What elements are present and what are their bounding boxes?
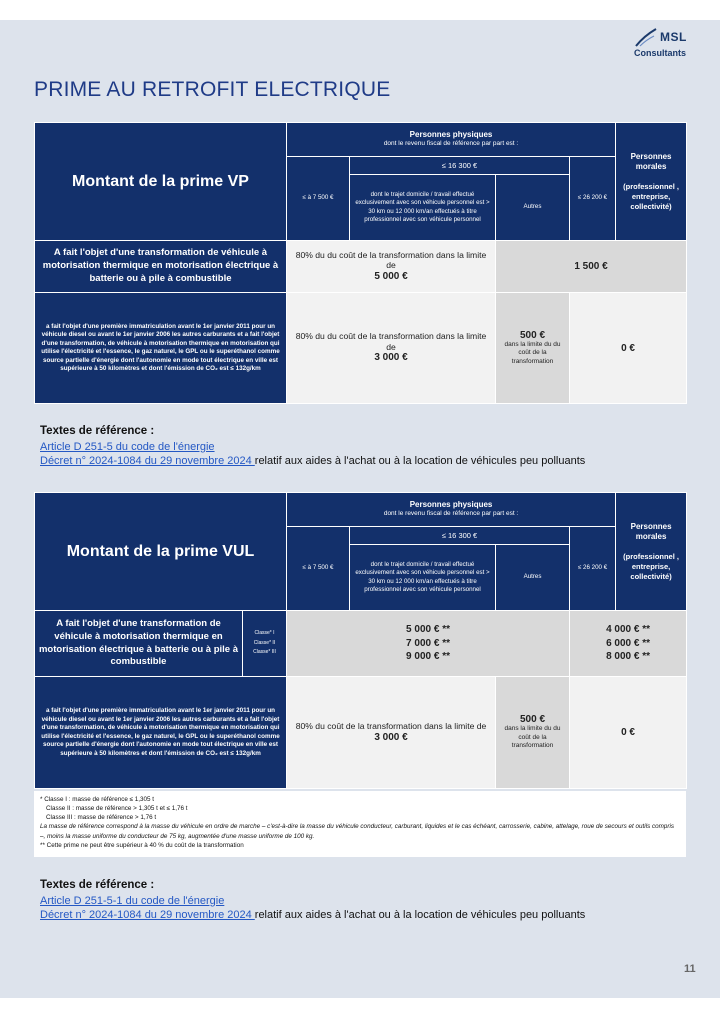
vul-row1-pm — [570, 611, 687, 677]
vp-row2-500 — [496, 293, 570, 404]
page-number: 11 — [684, 963, 696, 975]
refs-vul-link-article[interactable]: Article D 251-5-1 du code de l'énergie — [40, 894, 225, 907]
vul-row2-pct-val: 3 000 € — [374, 731, 408, 743]
vul-row2-pm: 0 € — [570, 677, 687, 789]
vp-trajet: dont le trajet domicile / travail effectué exclusivement avec son véhicule personnel est > 30 km ou 12 000 km/an effectués à titre professionnel avec son véhicule personnel — [350, 175, 496, 241]
refs-vul-link-decret[interactable]: Décret n° 2024-1084 du 29 novembre 2024 — [40, 909, 255, 922]
vul-row1-label: A fait l'objet d'une transformation de véhicule à motorisation thermique en motorisation électrique à batterie ou à pile à combustible — [35, 611, 243, 677]
vul-row1-pp-2: 7 000 € ** — [406, 637, 450, 649]
vul-row2-500-sub: dans la limite du du coût de la transformation — [504, 725, 561, 750]
msl-logo — [634, 26, 698, 62]
vul-pm-title: Personnes morales — [630, 521, 672, 541]
note-masse: La masse de référence correspond à la masse du véhicule en ordre de marche – c'est-à-dire la masse du véhicule conducteur, carburant, liquides et le cas échéant, carrosserie, cabine, attelage, roue de secours et outils compris –, moins la masse uniforme du conducteur de 75 kg, augmentée d'une masse uniforme de 100 kg. — [40, 823, 675, 840]
refs-vp-title: Textes de référence : — [40, 425, 155, 437]
vp-pp-header — [287, 123, 616, 157]
vul-row1-pp-3: 9 000 € ** — [406, 651, 450, 663]
vul-pm-header — [616, 493, 687, 611]
vul-row2-pct-text: 80% du coût de la transformation dans la limite de — [295, 720, 487, 731]
note-class-3: Classe III : masse de référence > 1,76 t — [46, 814, 157, 822]
logo-subtext: Consultants — [634, 48, 687, 58]
vul-pm-sub: (professionnel , entreprise, collectivité) — [623, 551, 679, 581]
table-prime-vp — [34, 122, 687, 404]
vp-le-16300: ≤ 16 300 € — [350, 157, 570, 175]
vul-classes — [243, 611, 287, 677]
vul-row1-pm-1: 4 000 € ** — [606, 624, 650, 636]
vul-le-26200: ≤ 26 200 € — [570, 527, 616, 611]
note-limit: ** Cette prime ne peut être supérieur à 40 % du coût de la transformation — [40, 841, 244, 849]
vp-row1-pct — [287, 241, 496, 293]
note-class-2: Classe II : masse de référence > 1,305 t et ≤ 1,76 t — [46, 805, 188, 813]
vul-pp-header — [287, 493, 616, 527]
refs-vp — [40, 424, 585, 469]
vp-row1-label: A fait l'objet d'une transformation de véhicule à motorisation thermique en motorisation électrique à batterie ou à pile à combustible — [35, 241, 287, 293]
vul-class-3: Classe* III — [253, 649, 276, 656]
vp-pm-title: Personnes morales — [630, 151, 672, 171]
vul-row1-pm-3: 8 000 € ** — [606, 651, 650, 663]
vp-row2-label: a fait l'objet d'une première immatriculation avant le 1er janvier 2011 pour un véhicule diesel ou avant le 1er janvier 2006 les autres carburants et a fait l'objet d'une transformation, de véhicule à motorisation thermique en motorisation qui utilise l'électricité et l'essence, le gaz naturel, le GPL ou le superéthanol comme source partielle d'énergie dont l'autonomie en mode tout électrique en ville est supérieure à 50 kilomètres et dont l'émission de CO₂ est ≤ 132g/km — [35, 293, 287, 404]
vul-pp-title: Personnes physiques — [409, 500, 493, 510]
vp-row2-pct — [287, 293, 496, 404]
refs-vp-link-decret[interactable]: Décret n° 2024-1084 du 29 novembre 2024 — [40, 455, 255, 468]
vul-row1-pp — [287, 611, 570, 677]
vp-autres: Autres — [496, 175, 570, 241]
vp-pp-title: Personnes physiques — [409, 130, 493, 140]
vul-row2-500-val: 500 € — [520, 714, 546, 726]
vp-le-26200: ≤ 26 200 € — [570, 157, 616, 241]
vp-row2-pct-text: 80% du du coût de la transformation dans la limite de — [295, 331, 487, 352]
vp-le-7500: ≤ à 7 500 € — [287, 157, 350, 241]
vp-row1-pct-text: 80% du du coût de la transformation dans la limite de — [295, 249, 487, 271]
logo-swoosh-icon — [634, 26, 658, 50]
vp-table-title: Montant de la prime VP — [35, 123, 287, 241]
vp-row2-500-val: 500 € — [519, 329, 546, 341]
footnotes — [34, 791, 686, 857]
vp-pp-sub: dont le revenu fiscal de référence par part est : — [383, 140, 519, 148]
vul-row2-pct — [287, 677, 496, 789]
refs-vp-link-article[interactable]: Article D 251-5 du code de l'énergie — [40, 440, 215, 453]
vp-row2-pct-val: 3 000 € — [374, 352, 408, 364]
vul-pp-sub: dont le revenu fiscal de référence par part est : — [383, 510, 519, 518]
refs-vul-suffix: relatif aux aides à l'achat ou à la location de véhicules peu polluants — [254, 909, 586, 922]
refs-vul-title: Textes de référence : — [40, 879, 155, 891]
vul-row2-500 — [496, 677, 570, 789]
refs-vp-suffix: relatif aux aides à l'achat ou à la location de véhicules peu polluants — [254, 455, 586, 468]
vul-trajet: dont le trajet domicile / travail effectué exclusivement avec son véhicule personnel est > 30 km ou 12 000 km/an effectués à titre professionnel avec son véhicule personnel — [350, 545, 496, 611]
vul-class-1: Classe* I — [254, 630, 275, 637]
vp-row2-pm: 0 € — [570, 293, 687, 404]
table-prime-vul — [34, 492, 687, 789]
vp-row2-500-sub: dans la limite du du coût de la transformation — [504, 340, 561, 365]
refs-vul — [40, 878, 585, 923]
vul-autres: Autres — [496, 545, 570, 611]
note-class-1: * Classe I : masse de référence ≤ 1,305 t — [40, 796, 155, 803]
vul-row1-pm-2: 6 000 € ** — [606, 637, 650, 649]
vul-row2-label: a fait l'objet d'une première immatriculation avant le 1er janvier 2011 pour un véhicule diesel ou avant le 1er janvier 2006 les autres carburants et a fait l'objet d'une transformation, de véhicule à motorisation thermique en motorisation qui utilise l'électricité et l'essence, le gaz naturel, le GPL ou le superéthanol comme source partielle d'énergie dont l'autonomie en mode tout électrique en ville est supérieure à 50 kilomètres et dont l'émission de CO₂ est ≤ 132g/km — [35, 677, 287, 789]
vp-pm-header — [616, 123, 687, 241]
vul-le-7500: ≤ à 7 500 € — [287, 527, 350, 611]
vul-le-16300: ≤ 16 300 € — [350, 527, 570, 545]
vp-row1-val: 1 500 € — [496, 241, 687, 293]
vul-row1-pp-1: 5 000 € ** — [406, 624, 450, 636]
vp-row1-pct-val: 5 000 € — [374, 270, 408, 282]
vp-pm-sub: (professionnel , entreprise, collectivité) — [623, 181, 679, 211]
page-title: PRIME AU RETROFIT ELECTRIQUE — [34, 78, 391, 101]
logo-text: MSL — [660, 30, 687, 44]
vul-table-title: Montant de la prime VUL — [35, 493, 287, 611]
vul-class-2: Classe* II — [253, 639, 276, 646]
